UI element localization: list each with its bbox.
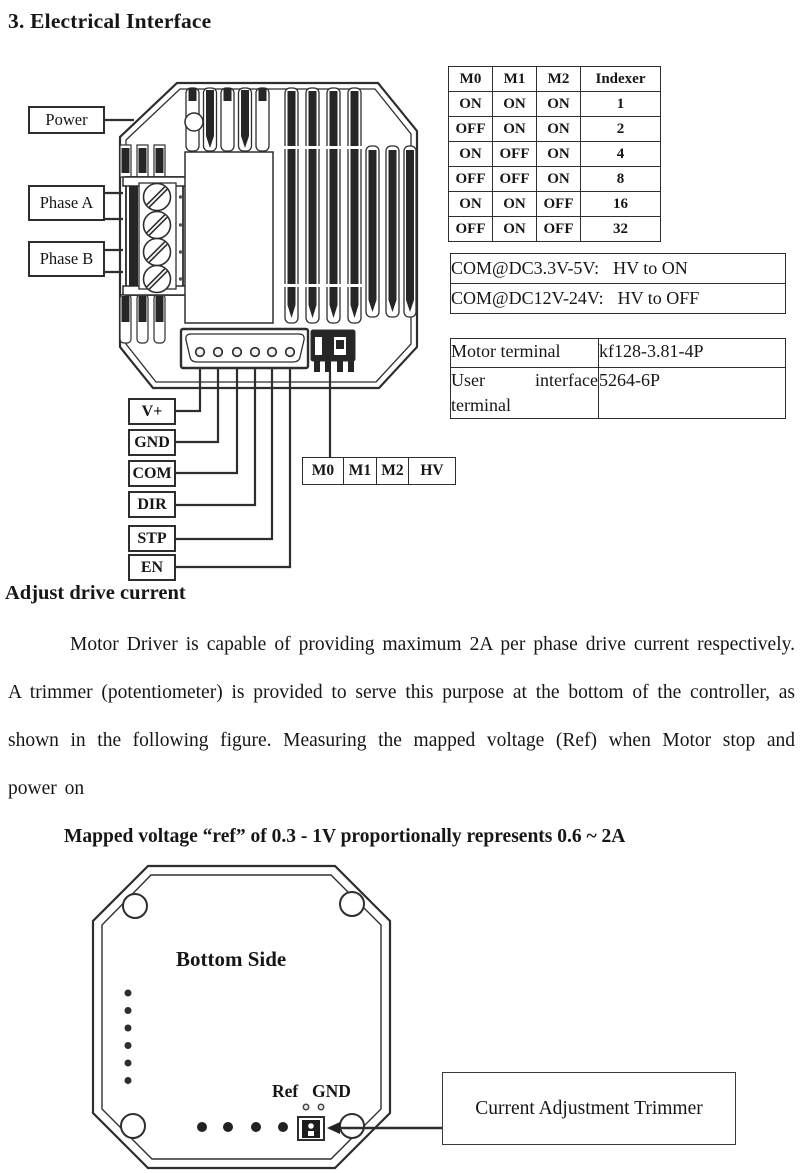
cell: ON (493, 192, 537, 217)
cell: OFF (537, 217, 581, 242)
pin-label-vplus: V+ (128, 398, 176, 425)
cell: OFF (449, 117, 493, 142)
cell: ON (493, 92, 537, 117)
cell: OFF (449, 167, 493, 192)
ref-test-point (303, 1104, 308, 1109)
pin-label-en: EN (128, 554, 176, 581)
indexer-row (449, 117, 661, 142)
mounting-hole (340, 892, 364, 916)
user-interface-connector (181, 329, 308, 368)
mode-pin-m1: M1 (344, 458, 377, 485)
com-label: COM@DC12V-24V: (451, 288, 604, 308)
indexer-row (449, 217, 661, 242)
gnd-test-point (318, 1104, 323, 1109)
heatsink-fins-right (366, 146, 416, 317)
phase-b-label-box: Phase B (28, 241, 105, 277)
cell: ON (493, 217, 537, 242)
section-title: 3. Electrical Interface (8, 9, 212, 33)
cell: OFF (449, 217, 493, 242)
gnd-label: GND (312, 1081, 351, 1101)
terminal-row (451, 368, 786, 419)
com-row (451, 254, 786, 284)
connector-pin (268, 348, 277, 357)
cell: ON (537, 167, 581, 192)
pin-label-stp: STP (128, 525, 176, 552)
mounting-hole (121, 1114, 145, 1138)
mapped-voltage-note: Mapped voltage “ref” of 0.3 - 1V proportionally represents 0.6 ~ 2A (64, 826, 626, 847)
module-plate (185, 152, 273, 323)
mode-pin-hv: HV (409, 458, 456, 485)
cell: ON (537, 92, 581, 117)
power-label-box: Power (28, 106, 105, 134)
terminal-value: kf128-3.81-4P (599, 339, 786, 368)
body-paragraph: Motor Driver is capable of providing maximum 2A per phase drive current respectively. A trimmer (potentiometer) is provided to serve this purpose at the bottom of the controller, as shown in the following figure. Measuring the mapped voltage (Ref) when Motor stop and power on (8, 634, 795, 799)
cell: 16 (581, 192, 661, 217)
cell: OFF (493, 142, 537, 167)
pin-label-dir: DIR (128, 491, 176, 518)
heatsink-fins-top (185, 88, 269, 151)
com-label: COM@DC3.3V-5V: (451, 258, 600, 278)
terminal-row (451, 339, 786, 368)
trimmer-callout-box: Current Adjustment Trimmer (442, 1072, 736, 1145)
indexer-row (449, 167, 661, 192)
indexer-row (449, 142, 661, 167)
connector-pin (196, 348, 205, 357)
terminal-label: Motor terminal (451, 339, 599, 368)
pin-label-com: COM (128, 460, 176, 487)
current-trimmer (298, 1117, 324, 1140)
ref-label: Ref (272, 1081, 299, 1101)
terminal-block (123, 177, 187, 295)
mode-pins-table (302, 457, 456, 485)
cell: 2 (581, 117, 661, 142)
mode-pin-m2: M2 (377, 458, 409, 485)
connector-pin (214, 348, 223, 357)
connector-pin (233, 348, 242, 357)
indexer-header-m0: M0 (449, 67, 493, 92)
cell: 8 (581, 167, 661, 192)
cell: ON (537, 142, 581, 167)
cell: OFF (537, 192, 581, 217)
indexer-header-m2: M2 (537, 67, 581, 92)
cell: ON (449, 192, 493, 217)
indexer-row (449, 192, 661, 217)
terminal-value: 5264-6P (599, 368, 786, 419)
terminal-label: User interface terminal (451, 368, 599, 419)
com-row (451, 284, 786, 314)
connector-pin (286, 348, 295, 357)
com-value: HV to ON (613, 258, 688, 278)
cell: 1 (581, 92, 661, 117)
com-levels-table (450, 253, 786, 314)
indexer-row (449, 92, 661, 117)
mounting-hole (123, 894, 147, 918)
subsection-title: Adjust drive current (5, 582, 186, 604)
com-value: HV to OFF (617, 288, 700, 308)
mode-pin-m0: M0 (303, 458, 344, 485)
mounting-hole (340, 1114, 364, 1138)
cell: ON (493, 117, 537, 142)
bottom-side-label: Bottom Side (176, 947, 287, 971)
indexer-table (448, 66, 661, 242)
cell: 32 (581, 217, 661, 242)
terminal-table (450, 338, 786, 419)
pin-label-gnd: GND (128, 429, 176, 456)
indexer-header-indexer: Indexer (581, 67, 661, 92)
cell: 4 (581, 142, 661, 167)
cell: ON (449, 142, 493, 167)
cell: OFF (493, 167, 537, 192)
driver-bottom-view-diagram (93, 866, 442, 1168)
indexer-header-m1: M1 (493, 67, 537, 92)
connector-pin (251, 348, 260, 357)
phase-a-label-box: Phase A (28, 185, 105, 221)
cell: ON (537, 117, 581, 142)
indexer-header-row (449, 67, 661, 92)
cell: ON (449, 92, 493, 117)
